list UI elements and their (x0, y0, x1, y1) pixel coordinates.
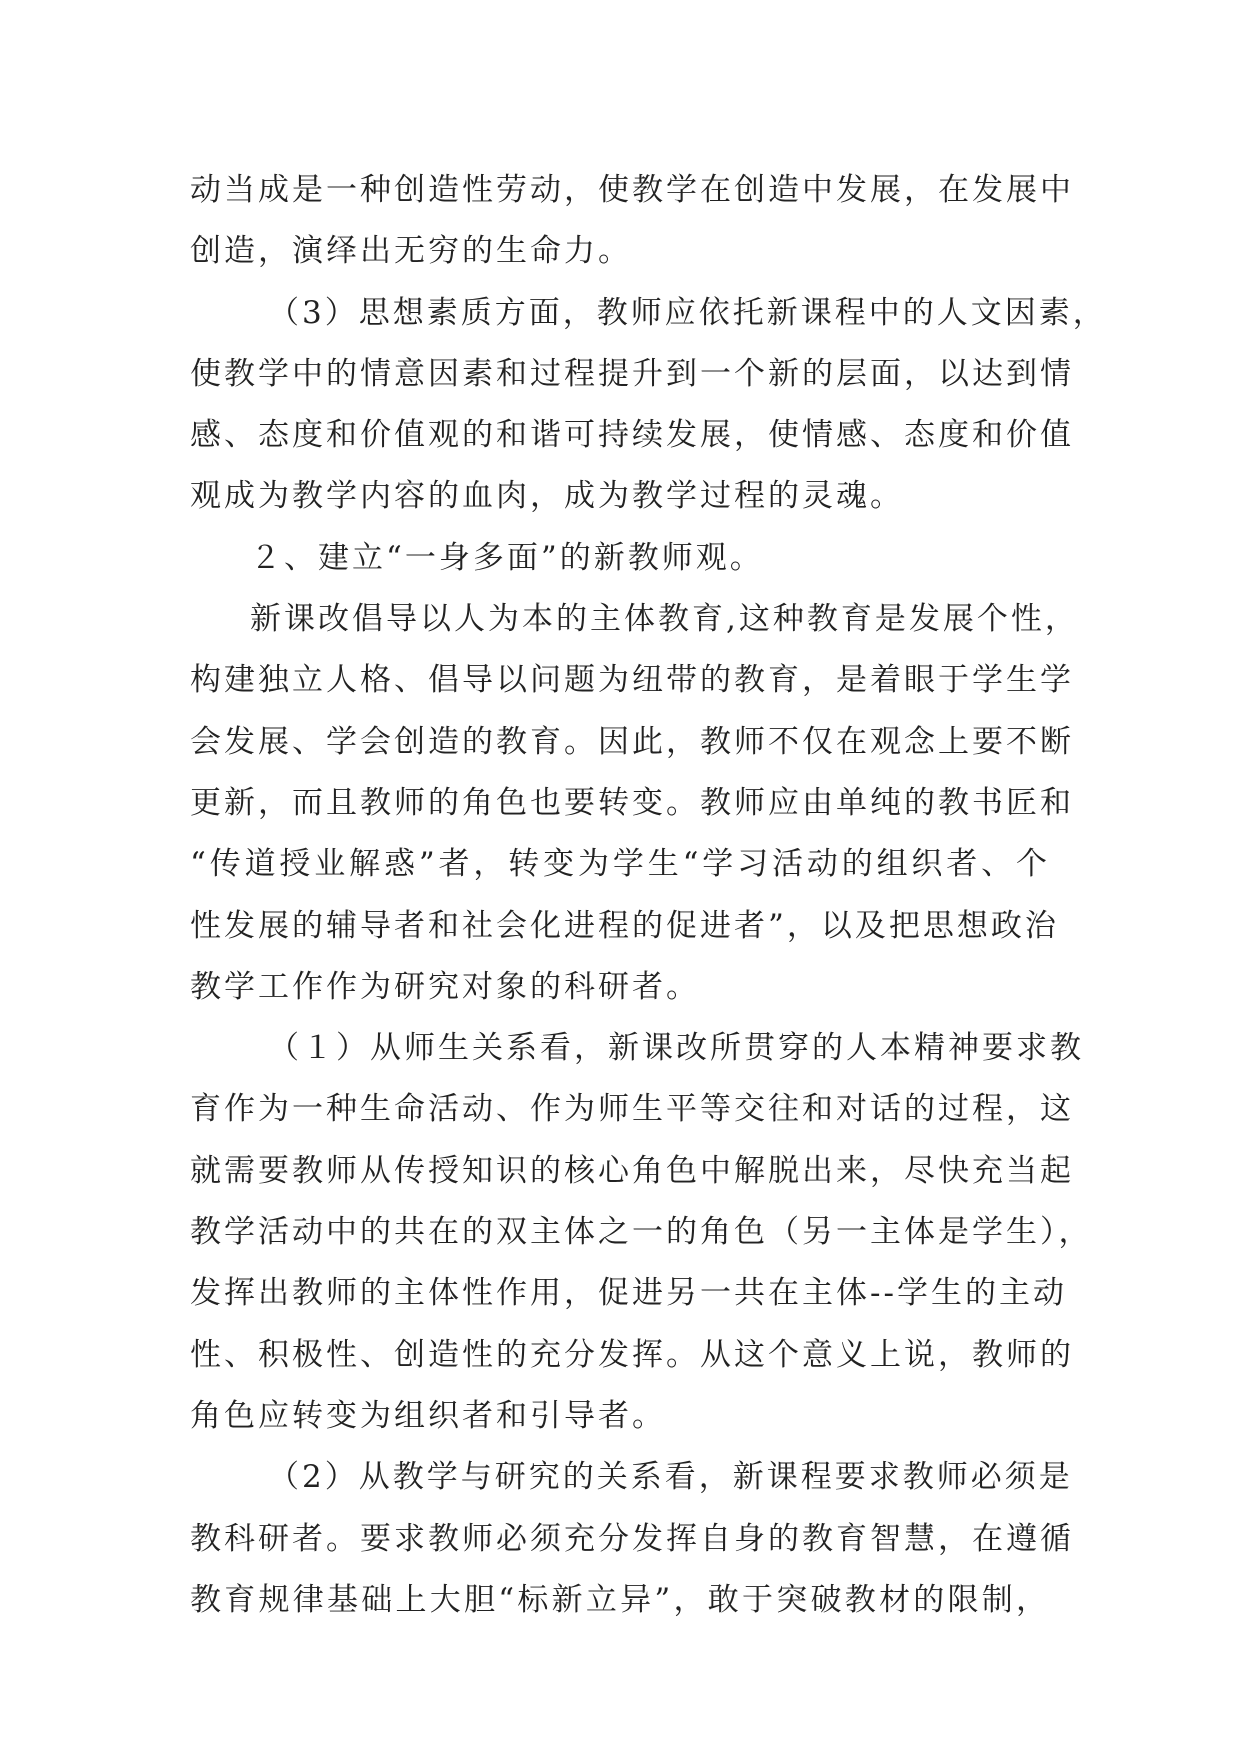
text-line: 更新，而且教师的角色也要转变。教师应由单纯的教书匠和 (190, 784, 1074, 821)
text-line: 动当成是一种创造性劳动，使教学在创造中发展，在发展中 (190, 172, 1074, 208)
paragraph (190, 1447, 1074, 1631)
paragraph (190, 589, 1079, 1018)
text-line: 创造，演绎出无穷的生命力。 (190, 233, 632, 270)
text-line: 就需要教师从传授知识的核心角色中解脱出来，尽快充当起 (190, 1152, 1074, 1189)
text-line: 教科研者。要求教师必须充分发挥自身的教育智慧，在遵循 (190, 1520, 1074, 1557)
text-line: 教学活动中的共在的双主体之一的角色（另一主体是学生）， (190, 1214, 1093, 1251)
text-line: 会发展、学会创造的教育。因此，教师不仅在观念上要不断 (190, 723, 1074, 760)
text-line: 使教学中的情意因素和过程提升到一个新的层面，以达到情 (190, 355, 1074, 392)
text-line: ２、建立“一身多面”的新教师观。 (250, 539, 764, 576)
text-line: 发挥出教师的主体性作用，促进另一共在主体--学生的主动 (190, 1275, 1067, 1312)
text-line: 观成为教学内容的血肉，成为教学过程的灵魂。 (190, 478, 904, 515)
text-line: 角色应转变为组织者和引导者。 (190, 1397, 666, 1434)
paragraph (190, 160, 1074, 283)
paragraph (190, 1018, 1093, 1447)
text-line: 构建独立人格、倡导以问题为纽带的教育，是着眼于学生学 (190, 662, 1074, 699)
text-line: 性发展的辅导者和社会化进程的促进者”，以及把思想政治 (190, 907, 1059, 944)
text-line: （１）从师生关系看，新课改所贯穿的人本精神要求教 (268, 1030, 1084, 1067)
text-line: 教育规律基础上大胆“标新立异”，敢于突破教材的限制， (190, 1581, 1050, 1618)
text-line: 育作为一种生命活动、作为师生平等交往和对话的过程，这 (190, 1091, 1074, 1128)
text-line: （2）从教学与研究的关系看，新课程要求教师必须是 (268, 1459, 1073, 1496)
paragraph (190, 283, 1107, 528)
text-line: 感、态度和价值观的和谐可持续发展，使情感、态度和价值 (190, 417, 1074, 454)
document-page (190, 160, 1107, 1631)
text-line: 教学工作作为研究对象的科研者。 (190, 968, 700, 1005)
text-line: （3）思想素质方面，教师应依托新课程中的人文因素， (268, 294, 1107, 331)
section-heading (190, 528, 1050, 589)
text-line: “传道授业解惑”者，转变为学生“学习活动的组织者、个 (190, 846, 1050, 883)
text-line: 新课改倡导以人为本的主体教育,这种教育是发展个性， (250, 601, 1079, 638)
text-line: 性、积极性、创造性的充分发挥。从这个意义上说，教师的 (190, 1336, 1074, 1373)
